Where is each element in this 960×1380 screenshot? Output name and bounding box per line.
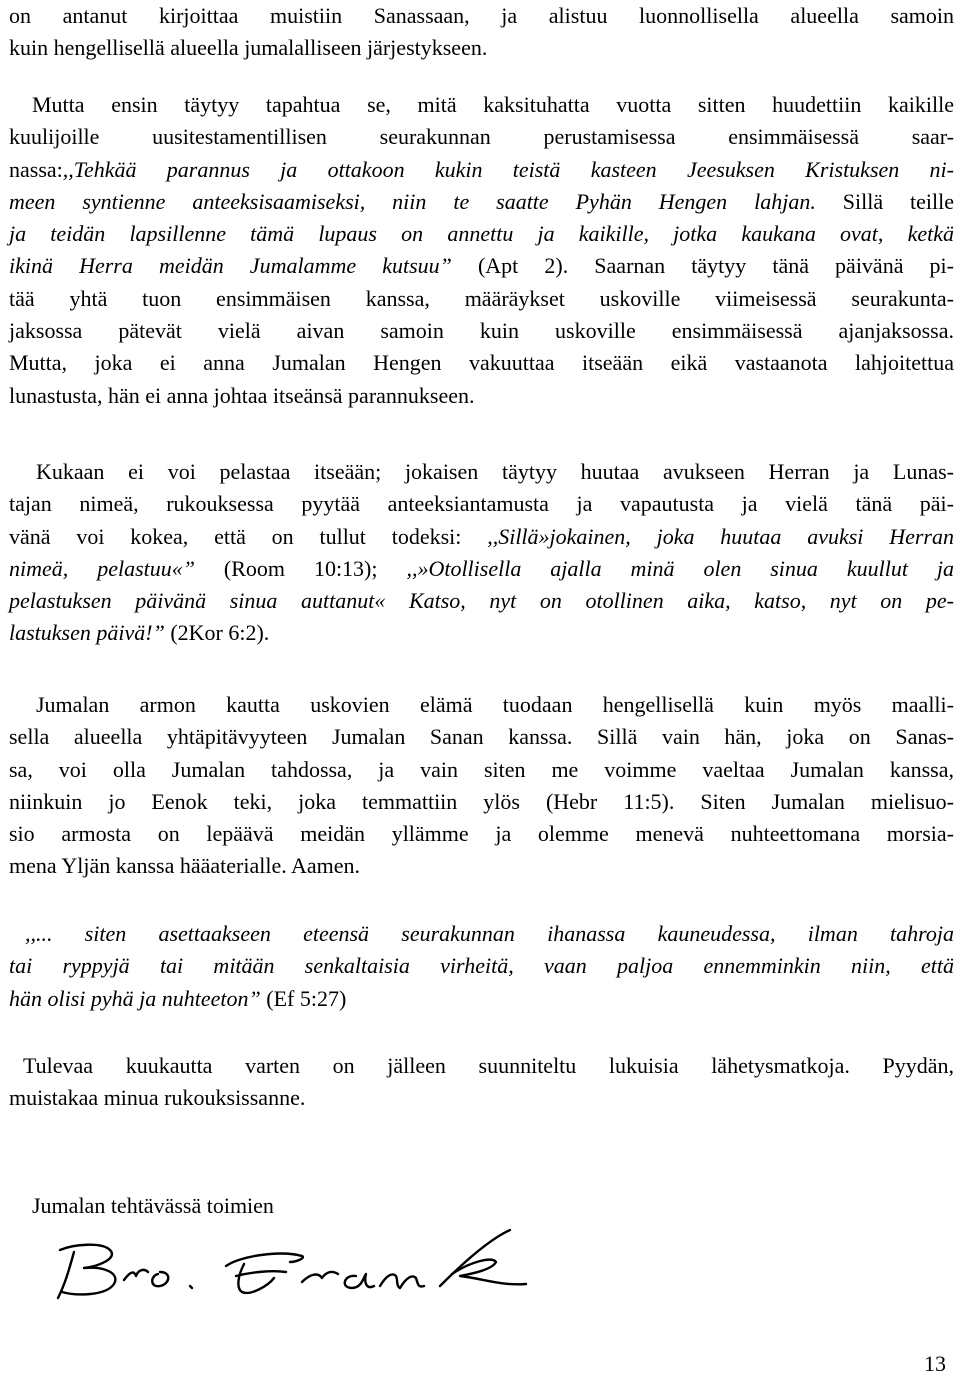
scripture-quote: ,,Sillä»jokainen, joka huutaa avuksi Herran xyxy=(487,523,954,549)
text-line xyxy=(9,918,954,950)
page-number: 13 xyxy=(924,1351,946,1376)
scripture-quote: lastuksen päivä!” xyxy=(9,620,165,646)
text-line: kuulijoille uusitestamentillisen seurakunnan perustamisessa ensimmäisessä saar- xyxy=(9,124,954,150)
text-line: tää yhtä tuon ensimmäisen kanssa, määräykset uskoville viimeisessä seurakunta- xyxy=(9,285,954,311)
text-line: sella alueella yhtäpitävyyteen Jumalan Sanan kanssa. Sillä vain hän, joka on Sanas- xyxy=(9,724,954,750)
text-line xyxy=(9,617,954,649)
text-run: Sillä teille xyxy=(842,188,955,214)
scripture-quote: tai ryppyjä tai mitään senkaltaisia virheitä, vaan paljoa ennemminkin niin, että xyxy=(9,953,954,979)
scripture-quote: ,,... siten asettaakseen eteensä seurakunnan ihanassa kauneudessa, ilman tahroja xyxy=(25,921,954,946)
text-run: (Room 10:13); xyxy=(194,555,407,581)
text-line: Kukaan ei voi pelastaa itseään; jokaisen täytyy huutaa avukseen Herran ja Lunas- xyxy=(36,459,954,484)
text-line: niinkuin jo Eenok teki, joka temmattiin ylös (Hebr 11:5). Siten Jumalan mielisuo- xyxy=(9,788,954,814)
text-line: Mutta ensin täytyy tapahtua se, mitä kaksituhatta vuotta sitten huudettiin kaikille xyxy=(32,92,954,117)
text-line xyxy=(9,950,954,982)
handwritten-signature xyxy=(40,1226,530,1306)
scripture-quote: ,,Tehkää parannus ja ottakoon kukin teistä kasteen Jeesuksen Kristuksen ni- xyxy=(62,156,954,182)
paragraph-4 xyxy=(9,689,954,883)
text-line xyxy=(9,521,954,553)
text-line: sio armosta on lepäävä meidän yllämme ja olemme menevä nuhteettomana morsia- xyxy=(9,821,954,847)
text-line: lunastusta, hän ei anna johtaa itseänsä parannukseen. xyxy=(9,382,475,408)
text-run: vänä voi kokea, että on tullut todeksi: xyxy=(9,523,488,549)
text-line: Jumalan armon kautta uskovien elämä tuodaan hengellisellä kuin myös maalli- xyxy=(36,692,954,717)
text-line: jaksossa pätevät vielä aivan samoin kuin uskoville ensimmäisessä ajanjaksossa. xyxy=(9,318,954,344)
text-line: on antanut kirjoittaa muistiin Sanassaan, ja alistuu luonnollisella alueella samoin xyxy=(9,3,954,28)
scripture-quote: hän olisi pyhä ja nuhteeton” xyxy=(9,985,261,1011)
scripture-quote: meen syntienne anteeksisaamiseksi, niin te saatte Pyhän Hengen lahjan. xyxy=(9,188,816,214)
closing-line: Jumalan tehtävässä toimien xyxy=(32,1193,274,1218)
text-line xyxy=(9,250,954,282)
text-run: (Ef 5:27) xyxy=(260,985,347,1011)
text-line xyxy=(9,983,954,1015)
text-run: (2Kor 6:2). xyxy=(164,620,270,646)
text-run: (Apt 2). Saarnan täytyy tänä päivänä pi- xyxy=(451,253,954,279)
text-line xyxy=(9,186,954,218)
scripture-quote: nimeä, pelastuu«” xyxy=(9,555,195,581)
scripture-quote: ,,»Otollisella ajalla minä olen sinua kuullut ja xyxy=(406,555,954,581)
text-line: Tulevaa kuukautta varten on jälleen suunniteltu lukuisia lähetysmatkoja. Pyydän, xyxy=(23,1053,954,1078)
text-line xyxy=(9,553,954,585)
text-line: Mutta, joka ei anna Jumalan Hengen vakuuttaa itseään eikä vastaanota lahjoitettua xyxy=(9,350,954,376)
text-line: tajan nimeä, rukouksessa pyytää anteeksiantamusta ja vapautusta ja vielä tänä päi- xyxy=(9,491,954,517)
text-line xyxy=(9,585,954,617)
text-run: nassa: xyxy=(9,156,63,182)
text-line: muistakaa minua rukouksissanne. xyxy=(9,1085,306,1111)
text-line: sa, voi olla Jumalan tahdossa, ja vain siten me voimme vaeltaa Jumalan kanssa, xyxy=(9,756,954,782)
text-line: mena Yljän kanssa hääaterialle. Aamen. xyxy=(9,853,361,879)
paragraph-1 xyxy=(9,0,954,65)
paragraph-6 xyxy=(9,1050,954,1115)
scripture-quote: pelastuksen päivänä sinua auttanut« Katso, nyt on otollinen aika, katso, nyt on pe- xyxy=(9,588,954,614)
text-line xyxy=(9,154,954,186)
paragraph-5 xyxy=(9,918,954,1015)
paragraph-3 xyxy=(9,456,954,650)
scripture-quote: ikinä Herra meidän Jumalamme kutsuu” xyxy=(9,253,452,279)
paragraph-2 xyxy=(9,89,954,412)
text-line xyxy=(9,218,954,250)
text-line: kuin hengellisellä alueella jumalalliseen järjestykseen. xyxy=(9,35,488,61)
scripture-quote: ja teidän lapsillenne tämä lupaus on annettu ja kaikille, jotka kaukana ovat, ketkä xyxy=(9,221,954,247)
